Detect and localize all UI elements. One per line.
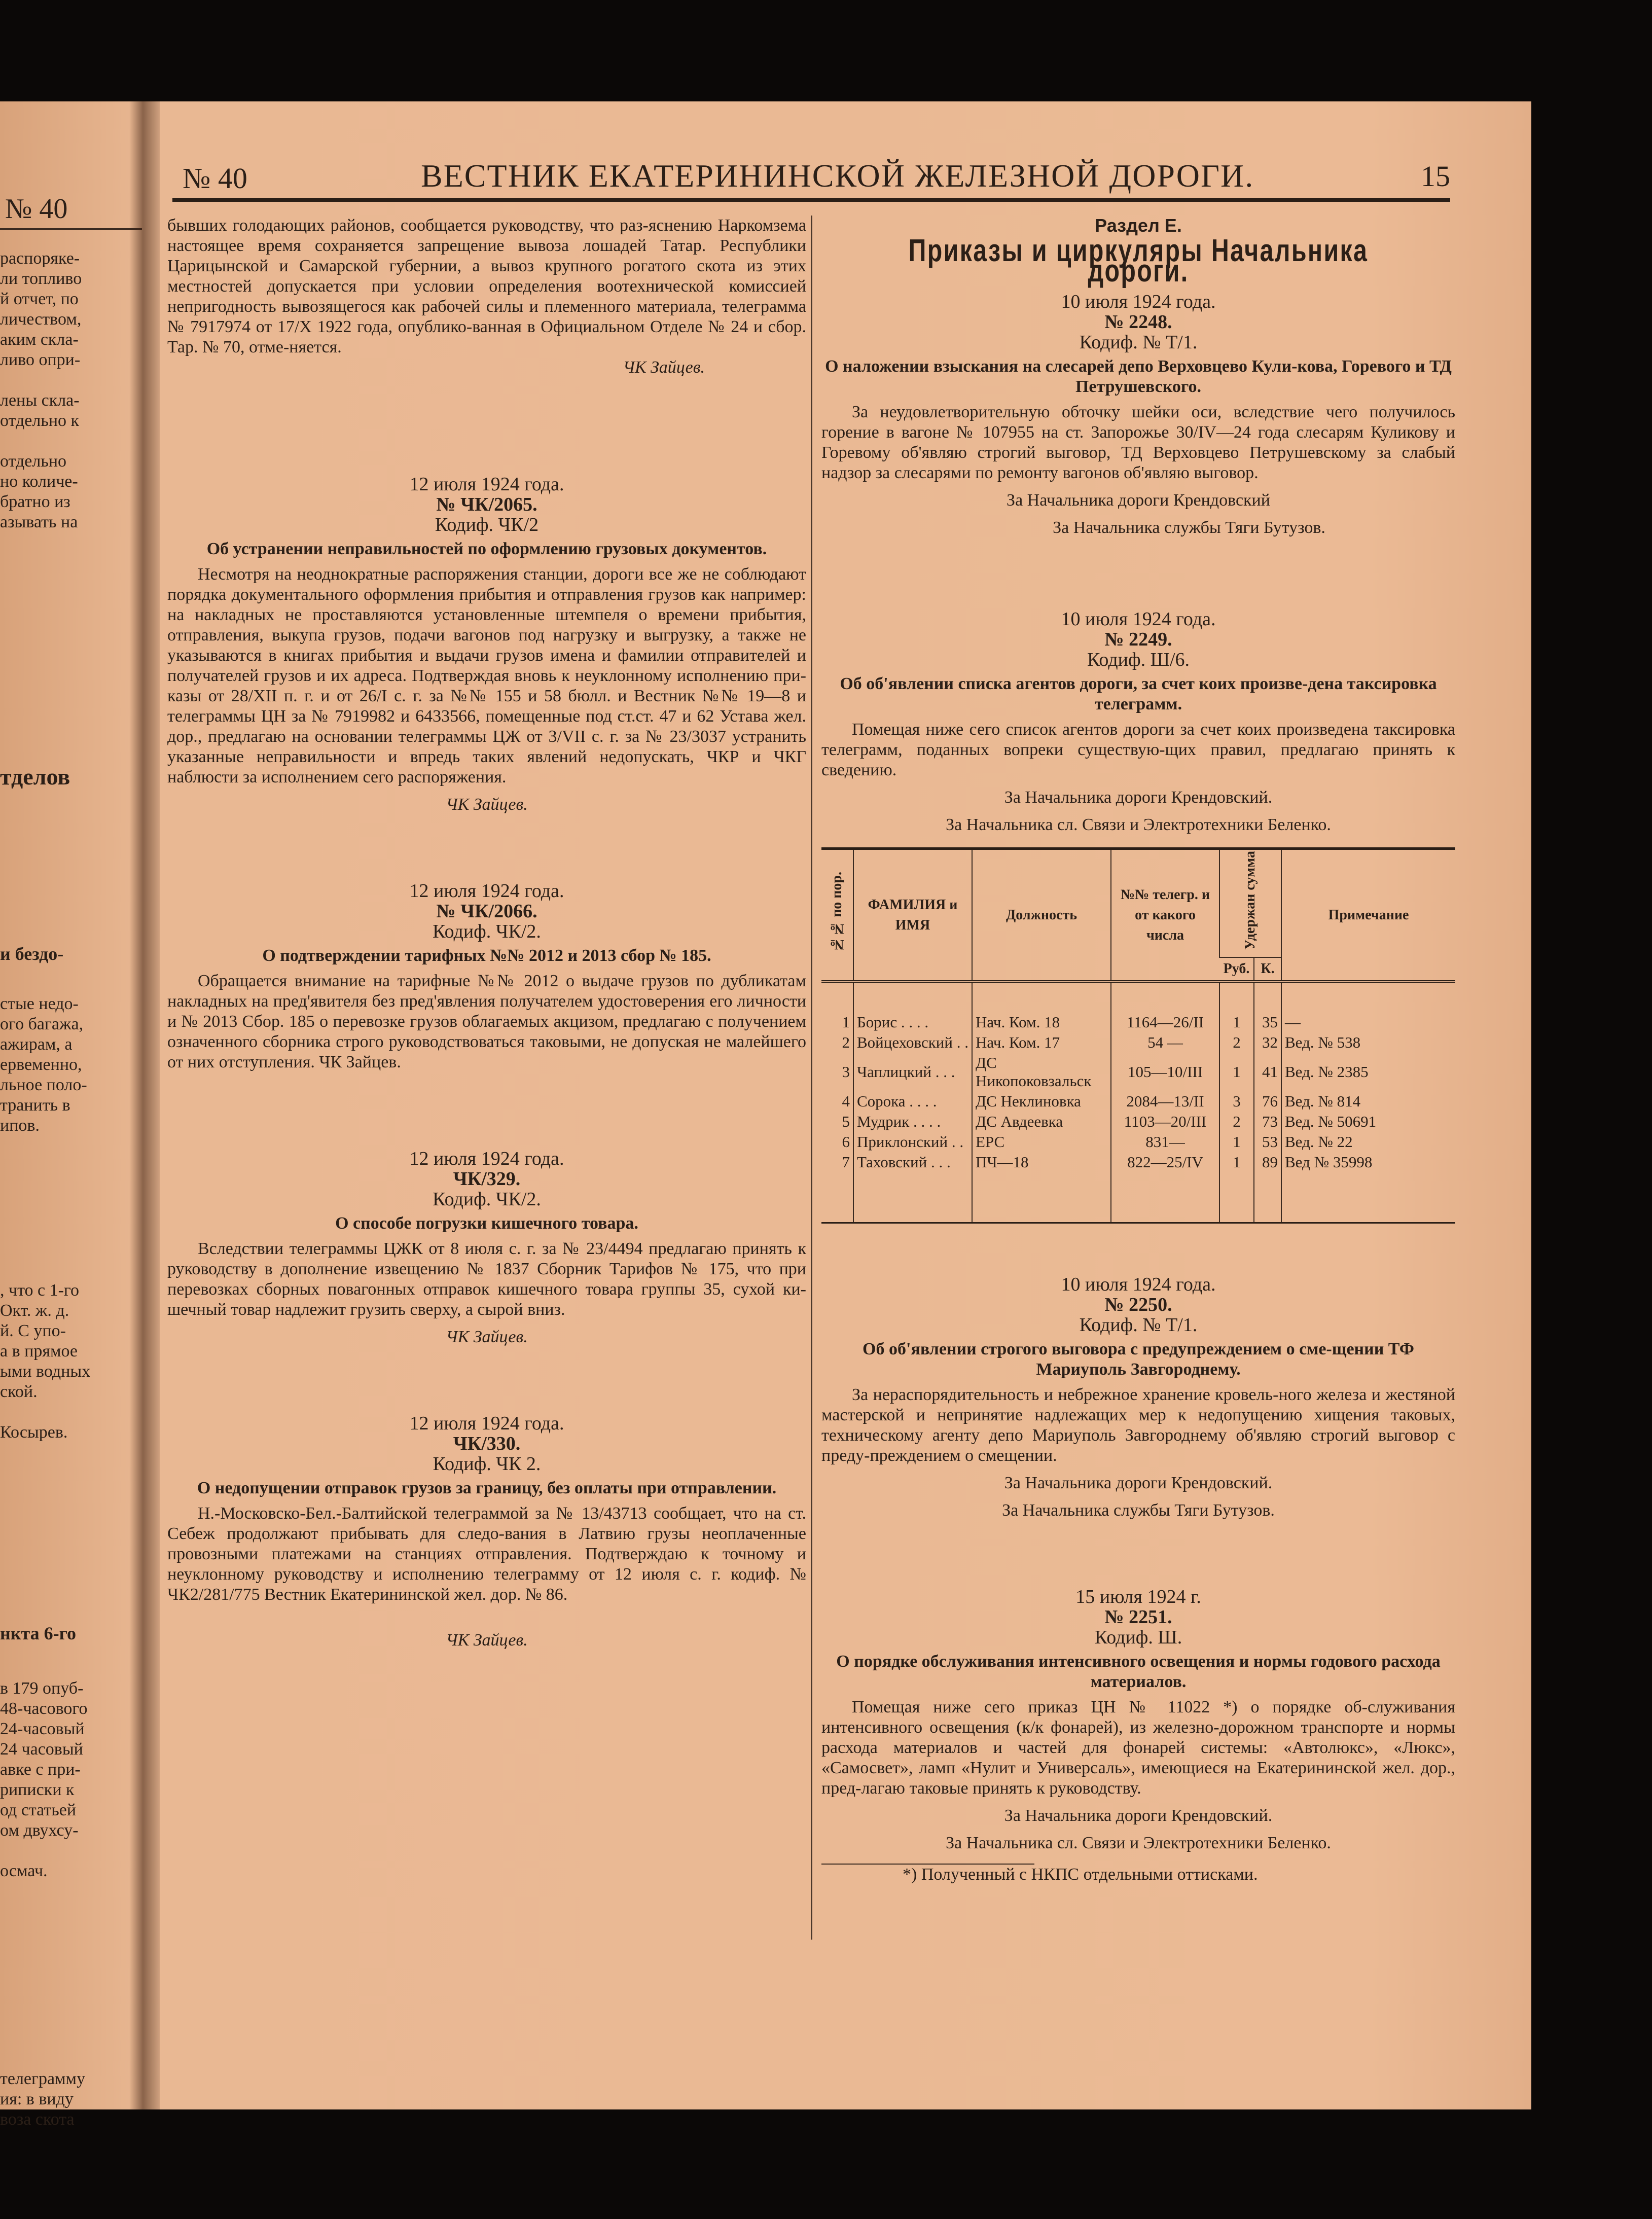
cell-kop: 32 [1254,1032,1281,1053]
previous-text-line: ого багажа, [0,1015,84,1033]
footnote: *) Полученный с НКПС отдельными оттисками. [903,1865,1258,1884]
cell-telegram: 105—10/III [1111,1053,1219,1091]
order-2250-code: Кодиф. № Т/1. [1079,1314,1198,1336]
previous-text-block-b [0,994,87,1136]
cell-kop: 89 [1254,1152,1281,1223]
previous-text-line: й отчет, по [0,290,79,308]
previous-text-line: рипиcки к [0,1780,75,1799]
previous-text-line: воза скота [0,2110,75,2129]
table-row [821,982,1455,1033]
previous-text-block-d [0,1678,88,1881]
cell-note: Вед № 35998 [1281,1152,1455,1223]
order-2066-number: № ЧК/2066. [436,901,537,922]
cell-name: Сорока . . . . [853,1091,972,1112]
cell-kop: 76 [1254,1091,1281,1112]
previous-heading-2: и бездо- [0,944,64,964]
cell-telegram: 1164—26/II [1111,982,1219,1033]
cell-number: 2 [842,1033,850,1052]
previous-heading-3: нкта 6-го [0,1623,77,1643]
left-column [167,216,806,1651]
order-2066-date: 12 июля 1924 года. [409,880,564,902]
previous-heading-1: тделов [0,764,70,790]
order-2251-text: Помещая ниже сего приказ ЦН № 11022 *) о порядке об-служивания интенсивного освещения (к/к фонарей), из железно-дорожном транспорте и нормы расхода материалов и частей для фонарей системы: «Автолюкс», «Люкс», «Самосвет», ламп «Нулит и Универсаль», имеющиеся на Екатерининской жел. дор., пред-лагаю таковые принять к руководству. [821,1698,1455,1798]
order-330-text: Н.-Московско-Бел.-Балтийской телеграммой за № 13/43713 сообщает, что на ст. Себеж продолжают прибывать для следо-вания в Латвию грузы неоплаченные провозными платежами на станциях отправления. Подтверждаю к точному и неуклонному руководству и исполнению телеграмму от 12 июля с. г. кодиф. № ЧК2/281/775 Вестник Екатерининской жел. дор. № 86. [167,1504,806,1604]
previous-text-line: , что с 1-го [0,1281,80,1300]
cell-note: — [1281,982,1455,1033]
order-2065-date: 12 июля 1924 года. [409,474,564,495]
table-row [821,1152,1455,1223]
order-2065-text: Несмотря на неоднократные распоряжения станции, дороги все же не соблюдают порядка документального оформления прибытия и отправления грузов как например: на накладных не проставляются установленные штемпеля о времени прибытия, отправления, выкупа грузов, подачи вагонов под нагрузку и выгрузку, а также не указываются в книгах прибытия и выдачи грузов имена и фамилии отправителей и получателей грузов и их адреса. Подтверждая вновь к неуклонному исполнению при-казы от 28/XII п. г. и от 26/I с. г. за №№ 155 и 58 бюлл. и Вестник №№ 19—8 и телеграммы ЦН за № 7919982 и 6433566, помещенные под ст.ст. 47 и 62 Устава жел. дор., предлагаю на основании телеграммы ЦЖ от 3/VII с. г. за № 23/3037 устранить указанные неправильности и впредь таких явлений недопускать, ЧКР и ЧКГ наблюсти за исполнением сего распоряжения. [167,565,806,786]
previous-text-line: личеством, [0,310,82,329]
order-330-date: 12 июля 1924 года. [409,1413,564,1434]
page-number: 15 [1421,160,1450,193]
cell-kop: 73 [1254,1112,1281,1132]
order-2250-signature-2: За Начальника службы Тяги Бутузов. [1002,1501,1275,1520]
order-2248-date: 10 июля 1924 года. [1061,291,1216,312]
order-2251-code: Кодиф. Ш. [1094,1627,1182,1649]
intro-paragraph: бывших голодающих районов, сообщается руководству, что раз-яснению Наркомзема настоящее время сохраняется запрещение вывоза лошадей Татар. Республики Царицынской и Самарской губернии, а вывоз крупного рогатого скота из этих местностей допускается при условии определения воотехнической комиссией непригодность вывозящегося как рабочей силы и племенного материала, телеграмма № 7917974 от 17/X 1922 года, опублико-ванная в Официальном Отделе № 24 и сбор. Тар. № 70, отме-няется. [167,216,806,356]
previous-text-line: ажирам, а [0,1035,73,1054]
cell-telegram: 2084—13/II [1111,1091,1219,1112]
order-2251-signature-1: За Начальника дороги Крендовский. [1004,1806,1273,1826]
previous-text-line: аким скла- [0,330,79,349]
cell-number: 4 [842,1092,850,1111]
order-2251-signature-2: За Начальника сл. Связи и Электротехники Беленко. [946,1834,1331,1853]
order-2250-date: 10 июля 1924 года. [1061,1274,1216,1296]
order-2249-date: 10 июля 1924 года. [1061,609,1216,630]
col-kop-header: К. [1254,957,1281,982]
previous-text-line: 24 часовый [0,1740,83,1759]
cell-note: Вед. № 538 [1281,1032,1455,1053]
previous-text-line: братно из [0,492,70,511]
order-2066-title: О подтверждении тарифных №№ 2012 и 2013 сбор № 185. [262,946,711,965]
cell-name: Борис . . . . [853,982,972,1033]
col-position-header: Должность [972,849,1111,982]
previous-text-line: ливо опри- [0,350,81,369]
previous-text-line [0,431,82,451]
previous-text-line: ыми водных [0,1362,91,1381]
table-row [821,1032,1455,1053]
order-330-number: ЧК/330. [453,1433,521,1454]
previous-text-line: й. С упо- [0,1321,66,1340]
cell-position: ПЧ—18 [972,1152,1111,1223]
previous-text-line: отдельно к [0,411,80,430]
previous-text-line: лены скла- [0,391,80,410]
cell-name: Таховский . . . [853,1152,972,1223]
order-329-code: Кодиф. ЧК/2. [433,1189,541,1210]
agents-table [821,847,1455,1224]
cell-number: 6 [842,1133,850,1151]
intro-signature: ЧК Зайцев. [623,358,705,377]
col-rub-header: Руб. [1219,957,1254,982]
col-note-header: Примечание [1281,849,1455,982]
cell-telegram: 54 — [1111,1032,1219,1053]
previous-text-line: авке с при- [0,1760,81,1779]
cell-name: Приклонский . . [853,1132,972,1152]
order-2248-text: За неудовлетворительную обточку шейки оси, вследствие чего получилось горение в вагоне № 107955 на ст. Запорожье 30/IV—24 года слесарям Куликову и Горевому об'являю строгий выговор, ТД Верховцево Петрушевскому за слабый надзор за слесарями по ремонту вагонов об'являю выговор. [821,403,1455,482]
cell-name: Чаплицкий . . . [853,1053,972,1091]
cell-name: Мудрик . . . . [853,1112,972,1132]
cell-position: ЕРС [972,1132,1111,1152]
previous-text-line: ия: в виду [0,2090,74,2108]
cell-telegram: 831— [1111,1132,1219,1152]
cell-position: ДС Авдеевка [972,1112,1111,1132]
order-2248-code: Кодиф. № Т/1. [1079,332,1198,353]
previous-page-rule [0,228,142,230]
order-2065-title: Об устранении неправильностей по оформлению грузовых документов. [206,540,767,558]
order-330-title: О недопущении отправок грузов за границу, без оплаты при отправлении. [197,1479,777,1497]
previous-text-line [0,370,82,390]
previous-text-line: ом двухсу- [0,1821,79,1840]
cell-number: 7 [842,1153,850,1171]
cell-kop: 53 [1254,1132,1281,1152]
col-number-header: №№ по пор. [821,849,853,982]
order-2065-signature: ЧК Зайцев. [446,795,528,814]
cell-position: Нач. Ком. 17 [972,1032,1111,1053]
order-2249-signature-1: За Начальника дороги Крендовский. [1004,788,1273,807]
previous-page-number: № 40 [5,193,68,225]
previous-text-block-e [0,2069,85,2130]
newspaper-title: ВЕСТНИК ЕКАТЕРИНИНСКОЙ ЖЕЛЕЗНОЙ ДОРОГИ. [421,158,1254,194]
header-rule [172,198,1450,202]
order-2250-number: № 2250. [1104,1294,1172,1316]
order-2248-signature-1: За Начальника дороги Крендовский [1007,491,1270,510]
order-330-signature: ЧК Зайцев. [446,1631,528,1650]
cell-note: Вед. № 22 [1281,1132,1455,1152]
previous-text-line: в 179 опуб- [0,1679,84,1698]
agents-table-body [821,982,1455,1223]
cell-rub: 2 [1219,1032,1254,1053]
cell-rub: 1 [1219,1053,1254,1091]
order-2251-title: О порядке обслуживания интенсивного освещения и нормы годового расхода материалов. [836,1652,1441,1692]
previous-text-line [0,1841,88,1861]
previous-text-line: 24-часовый [0,1720,85,1738]
order-2251-number: № 2251. [1104,1606,1172,1628]
cell-position: ДС Неклиновка [972,1091,1111,1112]
order-2249-signature-2: За Начальника сл. Связи и Электротехники Беленко. [946,815,1331,834]
previous-text-line: Окт. ж. д. [0,1301,69,1320]
cell-number: 3 [842,1063,850,1081]
previous-text-line: транить в [0,1096,70,1115]
cell-telegram: 822—25/IV [1111,1152,1219,1223]
previous-text-line: ли топливо [0,269,82,288]
previous-text-line: ервеменно, [0,1055,82,1074]
page-spine-shadow [129,101,160,2109]
right-column [821,216,1455,1885]
order-2250-title: Об об'явлении строгого выговора с предупреждением о сме-щении ТФ Мариуполь Завгороднему. [863,1340,1414,1379]
previous-text-line: 48-часового [0,1699,88,1718]
order-329-title: О способе погрузки кишечного товара. [335,1214,638,1233]
previous-text-line: Косырев. [0,1423,68,1442]
cell-name: Войцеховский . . [853,1032,972,1053]
order-329-number: ЧК/329. [453,1168,521,1190]
order-329-date: 12 июля 1924 года. [409,1148,564,1169]
cell-note: Вед. № 2385 [1281,1053,1455,1091]
cell-number: 5 [842,1113,850,1131]
cell-rub: 1 [1219,1132,1254,1152]
issue-number: № 40 [183,162,247,195]
order-2248-number: № 2248. [1104,311,1172,333]
cell-rub: 2 [1219,1112,1254,1132]
table-row [821,1053,1455,1091]
order-330-code: Кодиф. ЧК 2. [433,1453,541,1475]
cell-note: Вед. № 814 [1281,1091,1455,1112]
order-2250-text: За нераспорядительность и небрежное хранение кровель-ного железа и жестяной мастерской и непринятие надлежащих мер к недопущению хищения таковых, техническому агенту депо Мариуполь Завгороднему об'являю строгий выговор с преду-преждением о смещении. [821,1385,1455,1465]
col-withheld-header: Удержан сумма [1219,849,1281,958]
col-name-header: ФАМИЛИЯ и ИМЯ [853,849,972,982]
section-title: Приказы и циркуляры Начальника дороги. [908,233,1369,289]
previous-text-line: ской. [0,1382,38,1401]
previous-page-fragment [0,101,142,2129]
previous-text-line: а в прямое [0,1342,78,1361]
cell-number: 1 [842,1013,850,1031]
table-row [821,1112,1455,1132]
previous-text-line: телеграмму [0,2069,86,2088]
order-2249-number: № 2249. [1104,629,1172,650]
page-header [183,152,1450,198]
cell-telegram: 1103—20/III [1111,1112,1219,1132]
order-2248-signature-2: За Начальника службы Тяги Бутузов. [1053,518,1325,537]
order-2249-text: Помещая ниже сего список агентов дороги за счет коих произведена таксировка телеграмм, поданных вопреки существую-щих правил, предлагаю принять к сведению. [821,720,1455,779]
previous-text-line: отдельно [0,452,67,471]
previous-text-line: распоряке- [0,249,80,268]
previous-text-line: азывать на [0,513,78,531]
col-telegram-header: №№ телегр. и от какого числа [1111,849,1219,982]
previous-text-line: ипов. [0,1116,40,1135]
cell-rub: 1 [1219,982,1254,1033]
order-2249-code: Кодиф. Ш/6. [1087,649,1190,670]
order-2248-title: О наложении взыскания на слесарей депо Верховцево Кули-кова, Горевого и ТД Петрушевского. [825,357,1452,396]
previous-text-line: но количе- [0,472,78,491]
cell-rub: 1 [1219,1152,1254,1223]
order-2066-code: Кодиф. ЧК/2. [433,921,541,942]
previous-text-line: осмач. [0,1862,48,1880]
previous-text-block-a [0,248,82,532]
cell-position: ДС Никопоковзальск [972,1053,1111,1091]
order-2066-text: Обращается внимание на тарифные №№ 2012 о выдаче грузов по дубликатам накладных на пред'явителя без пред'явления получателем удостоверения его личности и № 2013 Сбор. 185 о перевозке грузов облагаемых акцизом, предлагаю с получением означенного сборника строго руководствоваться таковыми, не допуская не малейшего от них отступления. ЧК Зайцев. [167,972,806,1071]
cell-note: Вед. № 50691 [1281,1112,1455,1132]
cell-kop: 35 [1254,982,1281,1033]
cell-rub: 3 [1219,1091,1254,1112]
previous-text-line: од статьей [0,1801,77,1819]
table-row [821,1091,1455,1112]
cell-kop: 41 [1254,1053,1281,1091]
order-2065-number: № ЧК/2065. [436,494,537,515]
order-329-text: Вследствии телеграммы ЦЖК от 8 июля с. г. за № 23/4494 предлагаю принять к руководству в дополнение извещению № 1837 Сборник Тарифов № 175, что при перевозках сборных повагонных отправок кишечного товара группы 35, сухой ки-шечный товар надлежит грузить сверху, а сырой вниз. [167,1239,806,1319]
previous-text-line: стые недо- [0,994,79,1013]
order-2251-date: 15 июля 1924 г. [1075,1586,1201,1608]
order-2065-code: Кодиф. ЧК/2 [435,514,539,535]
cell-position: Нач. Ком. 18 [972,982,1111,1033]
column-divider [811,216,812,1940]
order-2249-title: Об об'явлении списка агентов дороги, за счет коих произве-дена таксировка телеграмм. [840,674,1437,713]
previous-text-block-c [0,1280,90,1443]
table-row [821,1132,1455,1152]
order-2250-signature-1: За Начальника дороги Крендовский. [1004,1474,1273,1493]
section-label: Раздел Е. [1095,215,1182,236]
previous-text-line: льное поло- [0,1076,87,1094]
order-329-signature: ЧК Зайцев. [446,1328,528,1346]
previous-text-line [0,1402,90,1422]
